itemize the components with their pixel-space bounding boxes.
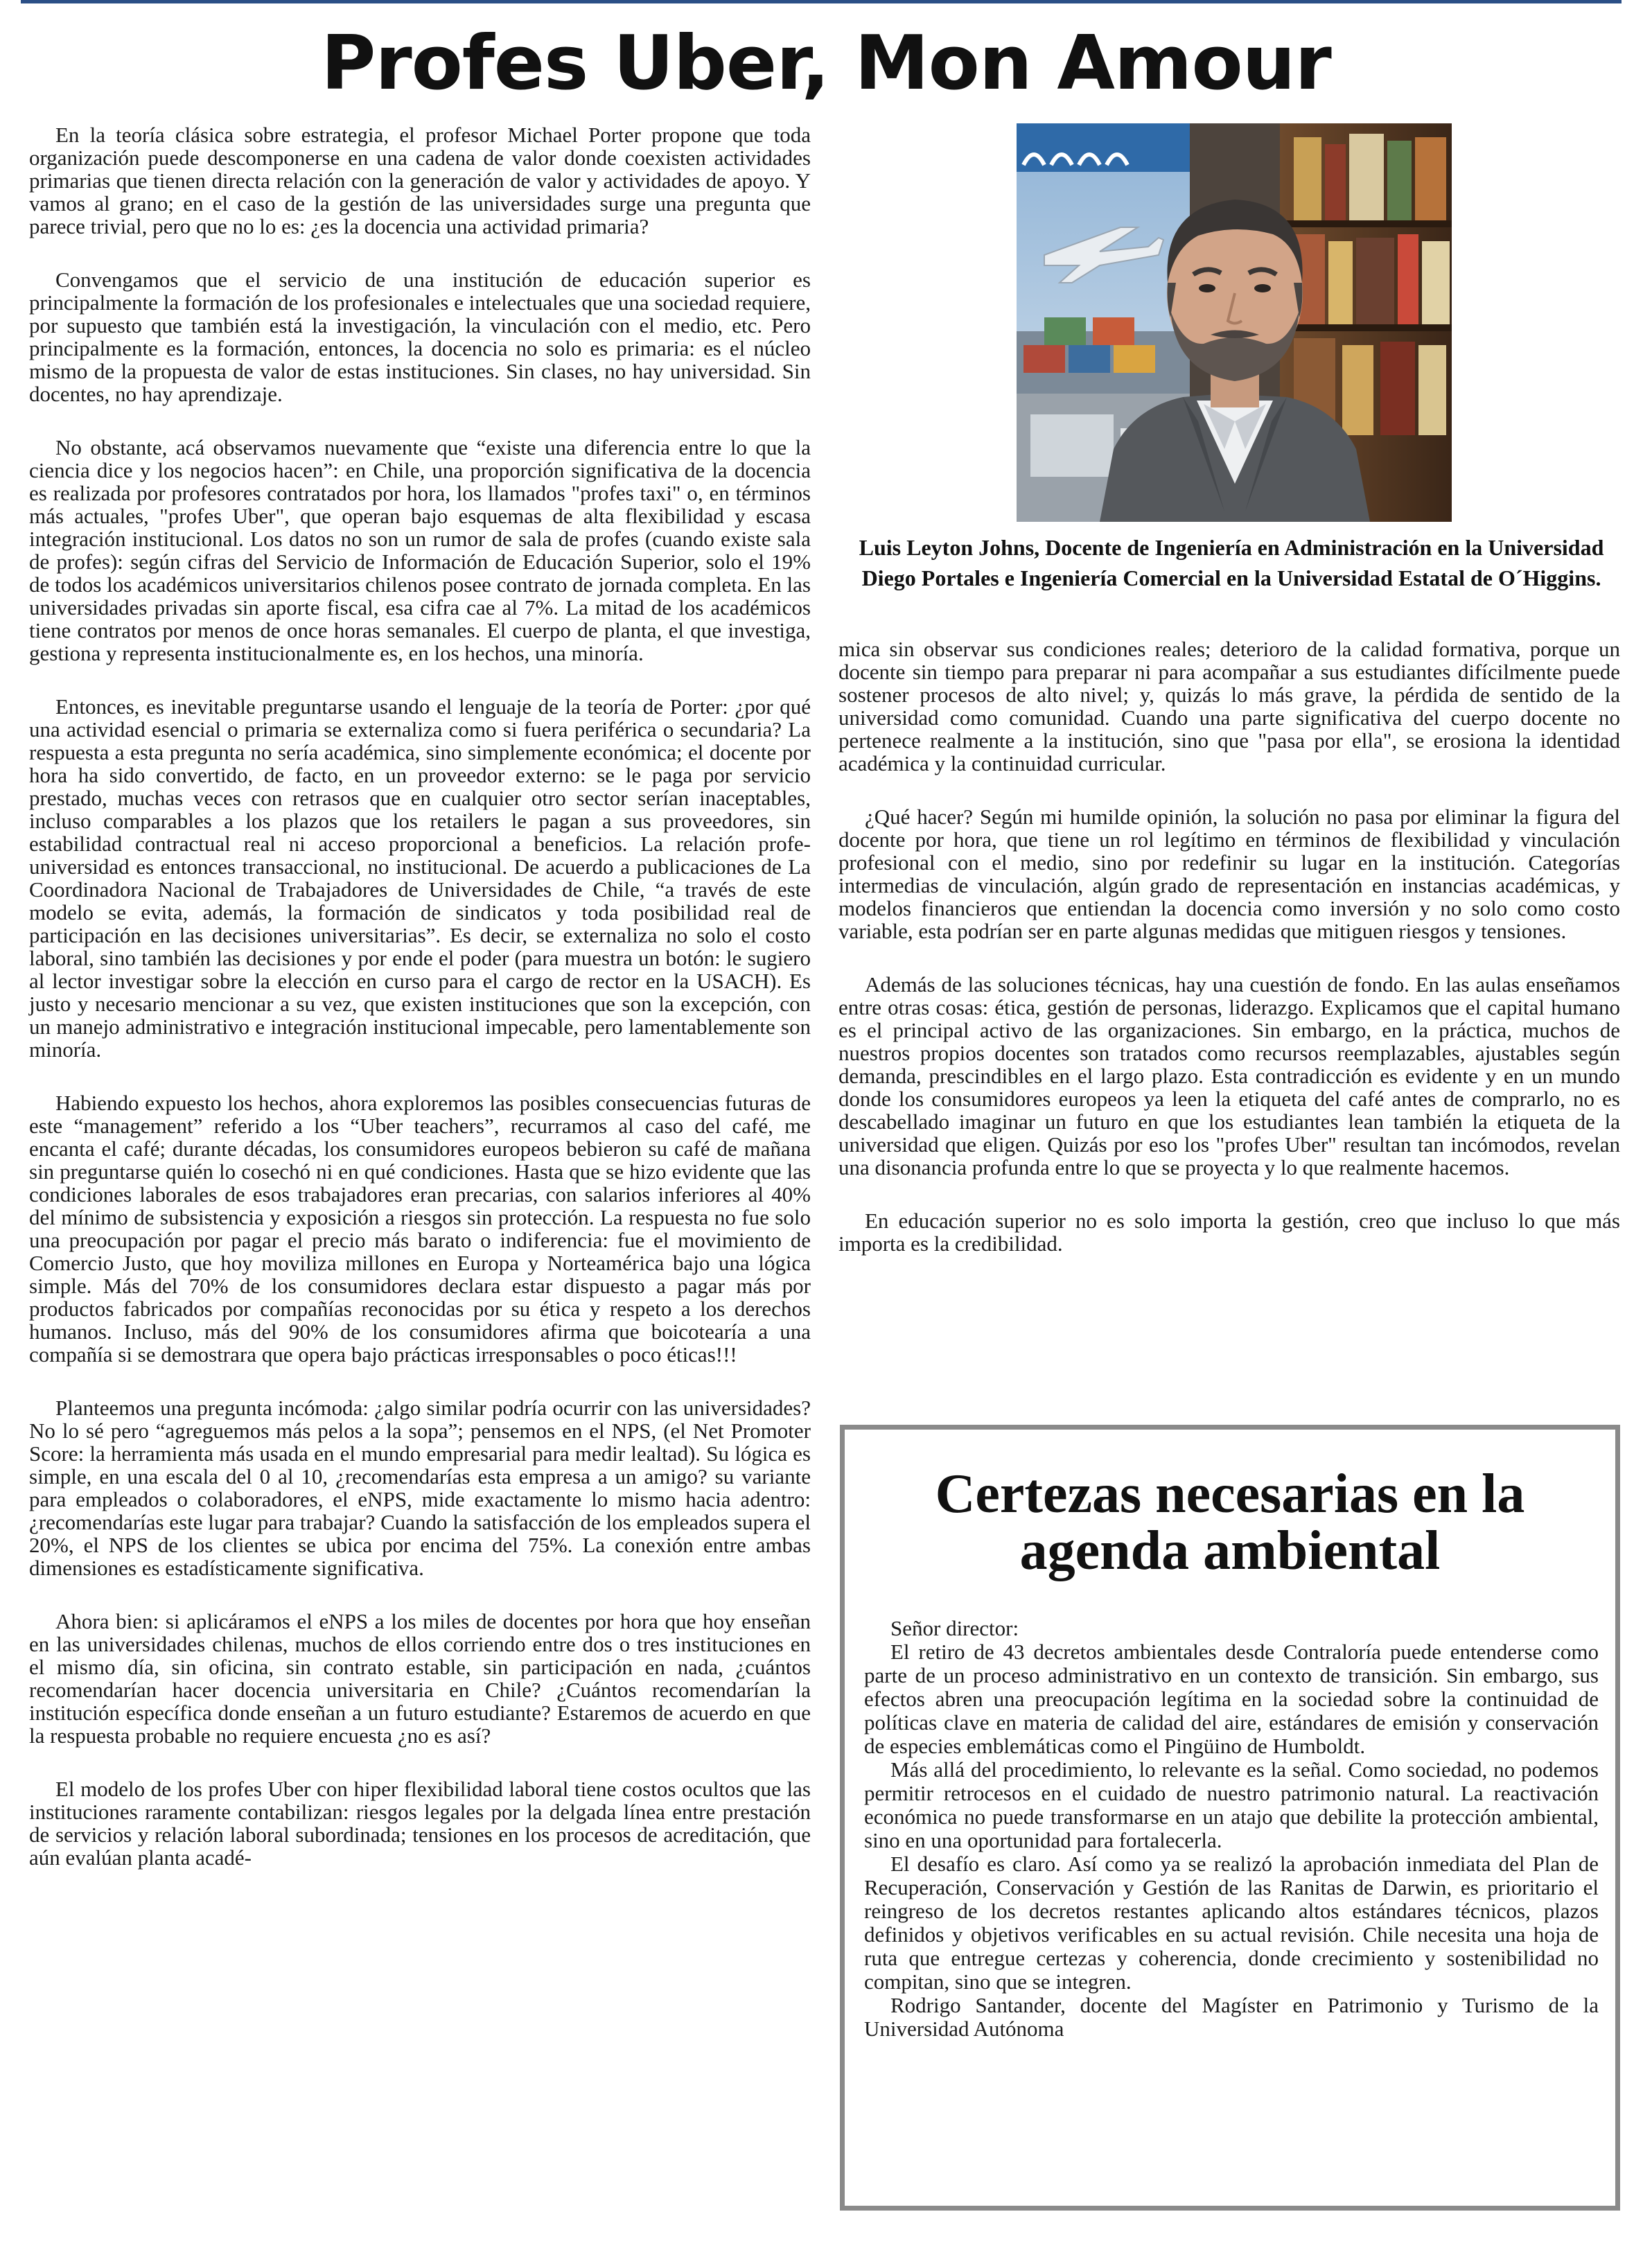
article-column-left bbox=[29, 123, 811, 1899]
article-paragraph: Planteemos una pregunta incómoda: ¿algo similar podría ocurrir con las universidades? No lo sé pero “agreguemos más pelos a la sopa”; pensemos en el NPS, (el Net Promoter Score: la herramienta más usada en el mundo empresarial para medir lealtad). Su lógica es simple, en una escala del 0 al 10, ¿recomendarías esta empresa a un amigo? su variante para empleados o colaboradores, el eNPS, mide exactamente lo mismo hacia adentro: ¿recomendarías este lugar para trabajar? Cuando la satisfacción de los empleados supera el 20%, el NPS de los clientes se ubica por encima del 75%. La conexión entre ambas dimensiones es estadísticamente significativa. bbox=[29, 1396, 811, 1580]
letter-to-editor-box bbox=[840, 1425, 1620, 2211]
letter-body bbox=[864, 1617, 1599, 2041]
page-title: Profes Uber, Mon Amour bbox=[321, 20, 1331, 107]
article-column-right bbox=[838, 638, 1620, 1285]
letter-paragraph: Más allá del procedimiento, lo relevante es la señal. Como sociedad, no podemos permitir retrocesos en el cuidado de nuestro patrimonio natural. La reactivación económica no puede transformarse en un atajo que debilite la protección ambiental, sino en una oportunidad para fortalecerla. bbox=[864, 1757, 1599, 1852]
photo-caption: Luis Leyton Johns, Docente de Ingeniería en Administración en la Universidad Diego Portales e Ingeniería Comercial en la Universidad Estatal de O´Higgins. bbox=[859, 535, 1604, 590]
article-paragraph: Además de las soluciones técnicas, hay una cuestión de fondo. En las aulas enseñamos entre otras cosas: ética, gestión de personas, liderazgo. Explicamos que el capital humano es el principal activo de las organizaciones. Sin embargo, en la práctica, muchos de nuestros propios docentes son tratados como recursos reemplazables, ajustables según demanda, prescindibles en el largo plazo. Esta contradicción es evidente y en un mundo donde los consumidores europeos ya leen la etiqueta del café antes de comprarlo, no es descabellado imaginar un futuro en que los estudiantes lean también la etiqueta de la universidad que eligen. Quizás por eso los "profes Uber" resultan tan incómodos, revelan una disonancia profunda entre lo que se proyecta y lo que realmente hacemos. bbox=[838, 972, 1620, 1179]
article-paragraph: Convengamos que el servicio de una institución de educación superior es principalmente la formación de los profesionales e intelectuales que una sociedad requiere, por supuesto que también está la investigación, la vinculación con el medio, etc. Pero principalmente es la formación, entonces, la docencia no solo es primaria: es el núcleo mismo de la propuesta de valor de estas instituciones. Sin clases, no hay universidad. Sin docentes, no hay aprendizaje. bbox=[29, 267, 811, 406]
letter-title: Certezas necesarias en la agenda ambiental bbox=[935, 1464, 1525, 1581]
letter-paragraph: El desafío es claro. Así como ya se realizó la aprobación inmediata del Plan de Recuperación, Conservación y Gestión de las Ranitas de Darwin, es prioritario el reingreso de los decretos restantes aplicando altos estándares técnicos, plazos definidos y objetivos verificables en su actual revisión. Chile necesita una hoja de ruta que entregue certezas y coherencia, donde crecimiento y sostenibilidad no compitan, sino que se integren. bbox=[864, 1852, 1599, 1994]
article-paragraph: Entonces, es inevitable preguntarse usando el lenguaje de la teoría de Porter: ¿por qué una actividad esencial o primaria se externaliza como si fuera periférica o secundaria? La respuesta a esta pregunta no sería académica, sino simplemente económica; el docente por hora ha sido convertido, de facto, en un proveedor externo: se le paga por servicio prestado, muchas veces con retrasos que en cualquier otro sector serían inaceptables, incluso comparables a los plazos que los retailers le pagan a sus proveedores, sin estabilidad contractual real ni acceso proporcional a beneficios. La relación profe-universidad es entonces transaccional, no institucional. De acuerdo a publicaciones de La Coordinadora Nacional de Trabajadores de Universidades de Chile, “a través de este modelo se evita, además, la formación de sindicatos y toda posibilidad real de participación en las decisiones universitarias”. Es decir, se externaliza no solo el costo laboral, sino también las decisiones y por ende el poder (para muestra un botón: le sugiero al lector investigar sobre la elección en curso para el cargo de rector en la USACH). Es justo y necesario mencionar a su vez, que existen instituciones que son la excepción, con un manejo administrativo e integración institucional impecable, pero lamentablemente son minoría. bbox=[29, 694, 811, 1062]
article-paragraph: En educación superior no es solo importa la gestión, creo que incluso lo que más importa es la credibilidad. bbox=[838, 1209, 1620, 1256]
article-paragraph: No obstante, acá observamos nuevamente que “existe una diferencia entre lo que la ciencia dice y los negocios hacen”: en Chile, una proporción significativa de la docencia es realizada por profesores contratados por hora, los llamados "profes taxi" o, en términos más actuales, "profes Uber", que operan bajo esquemas de alta flexibilidad y escasa integración institucional. Los datos no son un rumor de sala de profes (cuando existe sala de profes): según cifras del Servicio de Información de Educación Superior, solo el 19% de todos los académicos universitarios chilenos posee contrato de jornada completa. En las universidades privadas sin aporte fiscal, esa cifra cae al 7%. La mitad de los académicos tiene contratos por menos de once horas semanales. El cuerpo de planta, el que investiga, gestiona y representa institucionalmente es, en los hechos, una minoría. bbox=[29, 435, 811, 665]
author-portrait-illustration bbox=[1017, 123, 1452, 522]
top-rule bbox=[21, 0, 1622, 3]
article-paragraph: El modelo de los profes Uber con hiper flexibilidad laboral tiene costos ocultos que las instituciones raramente contabilizan: riesgos legales por la delgada línea entre prestación de servicios y relación laboral subordinada; tensiones en los procesos de acreditación, que aún evalúan planta acadé- bbox=[29, 1777, 811, 1870]
article-paragraph: En la teoría clásica sobre estrategia, el profesor Michael Porter propone que toda organización puede descomponerse en una cadena de valor donde coexisten actividades primarias que tienen directa relación con la generación de valor y actividades de apoyo. Y vamos al grano; en el caso de la gestión de las universidades surge una pregunta que parece trivial, pero que no lo es: ¿es la docencia una actividad primaria? bbox=[29, 123, 811, 238]
article-paragraph: Ahora bien: si aplicáramos el eNPS a los miles de docentes por hora que hoy enseñan en las universidades chilenas, muchos de ellos corriendo entre dos o tres instituciones en el mismo día, sin oficina, sin contrato estable, sin participación en nada, ¿cuántos recomendarían hacer docencia universitaria en Chile? ¿Cuántos recomendarían la institución específica donde enseñan a un futuro estudiante? Estaremos de acuerdo en que la respuesta probable no requiere encuesta ¿no es así? bbox=[29, 1609, 811, 1748]
letter-paragraph: El retiro de 43 decretos ambientales desde Contraloría puede entenderse como parte de un proceso administrativo en un contexto de transición. Sin embargo, sus efectos abren una preocupación legítima en la sociedad sobre la continuidad de políticas clave en materia de calidad del aire, estándares de emisión y conservación de especies emblemáticas como el Pingüino de Humboldt. bbox=[864, 1640, 1599, 1758]
article-paragraph: Habiendo expuesto los hechos, ahora exploremos las posibles consecuencias futuras de este “management” referido a los “Uber teachers”, recurramos al caso del café, me encanta el café; durante décadas, los consumidores europeos bebieron su café de mañana sin preguntarse quién lo cosechó ni en qué condiciones. Hasta que se hizo evidente que las condiciones laborales de esos trabajadores eran precarias, con salarios inferiores al 40% del mínimo de subsistencia y exposición a riesgos sin protección. La respuesta no fue solo una preocupación por pagar el precio más barato o indiferencia: fue el movimiento de Comercio Justo, que hoy moviliza millones en Europa y Norteamérica bajo una lógica simple. Más del 70% de los consumidores declara estar dispuesto a pagar más por productos fabricados por compañías reconocidas por su ética y respeto a los derechos humanos. Incluso, más del 90% de los consumidores afirma que boicotearía a una compañía si se demostrara que opera bajo prácticas irresponsables o poco éticas!!! bbox=[29, 1091, 811, 1367]
article-paragraph: mica sin observar sus condiciones reales; deterioro de la calidad formativa, porque un docente sin tiempo para preparar ni para acompañar a sus estudiantes difícilmente puede sostener procesos de alto nivel; y, quizás lo más grave, la pérdida de sentido de la universidad como comunidad. Cuando una parte significativa del cuerpo docente no pertenece realmente a la institución, sino que "pasa por ella", se erosiona la identidad académica y la continuidad curricular. bbox=[838, 637, 1620, 775]
letter-signature: Rodrigo Santander, docente del Magíster en Patrimonio y Turismo de la Universidad Autónoma bbox=[864, 1993, 1599, 2041]
letter-salutation: Señor director: bbox=[890, 1616, 1019, 1640]
author-photo bbox=[1017, 123, 1452, 522]
article-paragraph: ¿Qué hacer? Según mi humilde opinión, la solución no pasa por eliminar la figura del docente por hora, que tiene un rol legítimo en términos de flexibilidad y vinculación profesional con el medio, sino por redefinir su lugar en la institución. Categorías intermedias de vinculación, algún grado de representación en instancias académicas, y modelos financieros que entiendan la docencia como inversión y no solo como costo variable, esta podrían ser en parte algunas medidas que mitiguen riesgos y tensiones. bbox=[838, 805, 1620, 943]
